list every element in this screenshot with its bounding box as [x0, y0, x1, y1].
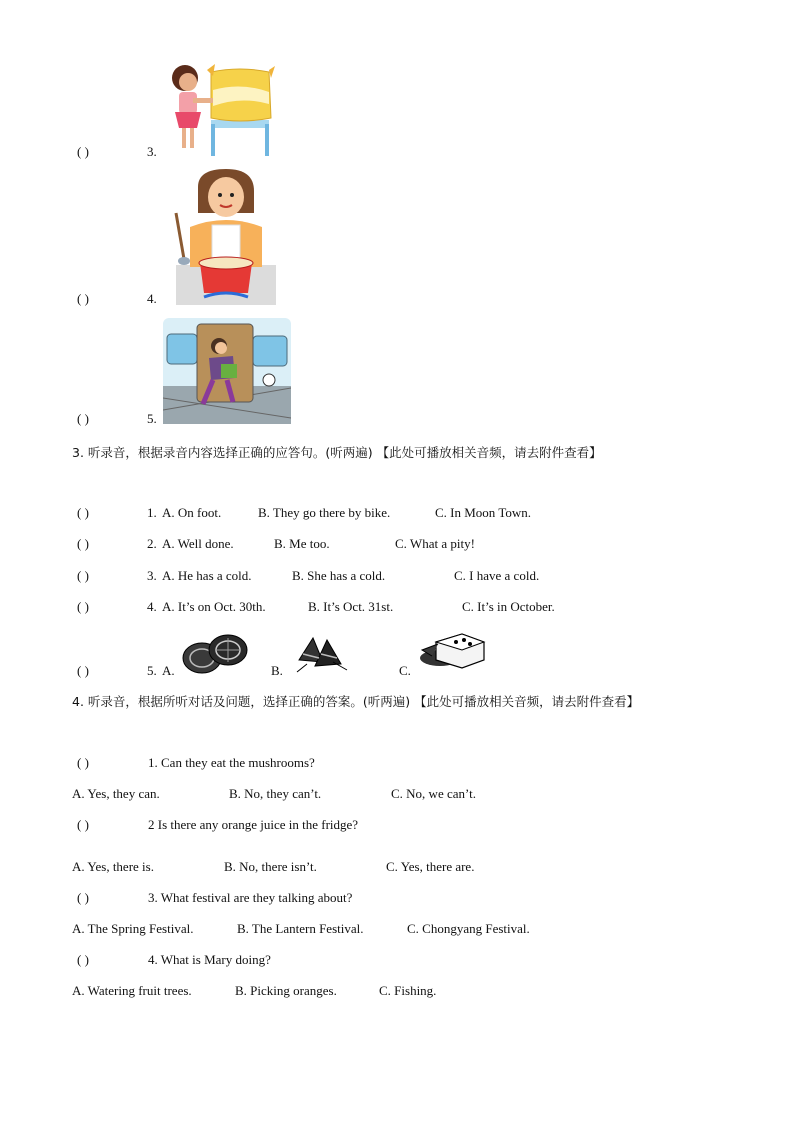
- item-number: 4.: [147, 291, 157, 306]
- option-b[interactable]: B. It’s Oct. 31st.: [308, 599, 394, 614]
- option-c[interactable]: C. What a pity!: [395, 536, 475, 551]
- answer-paren[interactable]: ( ): [77, 952, 89, 967]
- option-c[interactable]: C. I have a cold.: [454, 568, 540, 583]
- question-number: 4.: [147, 599, 157, 614]
- option-a[interactable]: A. The Spring Festival.: [72, 921, 194, 936]
- answer-paren[interactable]: ( ): [77, 663, 89, 678]
- option-a[interactable]: A. Yes, there is.: [72, 859, 154, 874]
- question-text: 3. What festival are they talking about?: [148, 890, 353, 905]
- question-number: 2.: [147, 536, 157, 551]
- option-b[interactable]: B. Picking oranges.: [235, 983, 337, 998]
- option-a[interactable]: A. Yes, they can.: [72, 786, 160, 801]
- option-b[interactable]: B. No, they can’t.: [229, 786, 322, 801]
- option-c[interactable]: C.: [399, 663, 411, 678]
- question-text: 1. Can they eat the mushrooms?: [148, 755, 315, 770]
- option-c[interactable]: C. No, we can’t.: [391, 786, 476, 801]
- option-a[interactable]: A. On foot.: [162, 505, 222, 520]
- question-text: 2 Is there any orange juice in the fridge?: [148, 817, 359, 832]
- part4-heading: 4. 听录音，根据所听对话及问题，选择正确的答案。(听两遍) 【此处可播放相关音频，请去附件查看】: [72, 694, 640, 709]
- option-a[interactable]: A. Well done.: [162, 536, 234, 551]
- option-c[interactable]: C. Fishing.: [379, 983, 437, 998]
- answer-paren[interactable]: ( ): [77, 536, 89, 551]
- answer-paren[interactable]: ( ): [77, 599, 89, 614]
- option-b[interactable]: B.: [271, 663, 283, 678]
- answer-paren[interactable]: ( ): [77, 411, 89, 426]
- option-a[interactable]: A. He has a cold.: [162, 568, 252, 583]
- question-number: 3.: [147, 568, 157, 583]
- answer-paren[interactable]: ( ): [77, 144, 89, 159]
- mooncakes-picture[interactable]: [180, 630, 250, 676]
- item-number: 5.: [147, 411, 157, 426]
- girl-making-bed-picture: [163, 62, 275, 158]
- option-b[interactable]: B. Me too.: [274, 536, 330, 551]
- option-c[interactable]: C. In Moon Town.: [435, 505, 531, 520]
- item-number: 3.: [147, 144, 157, 159]
- option-b[interactable]: B. She has a cold.: [292, 568, 386, 583]
- rice-cake-picture[interactable]: [418, 632, 486, 672]
- part3-heading: 3. 听录音，根据录音内容选择正确的应答句。(听两遍) 【此处可播放相关音频，请去附件查看】: [72, 445, 602, 460]
- option-b[interactable]: B. The Lantern Festival.: [237, 921, 364, 936]
- option-c[interactable]: C. It’s in October.: [462, 599, 555, 614]
- option-b[interactable]: B. They go there by bike.: [258, 505, 391, 520]
- answer-paren[interactable]: ( ): [77, 890, 89, 905]
- option-c[interactable]: C. Yes, there are.: [386, 859, 475, 874]
- option-a[interactable]: A. Watering fruit trees.: [72, 983, 192, 998]
- answer-paren[interactable]: ( ): [77, 817, 89, 832]
- option-b[interactable]: B. No, there isn’t.: [224, 859, 317, 874]
- answer-paren[interactable]: ( ): [77, 568, 89, 583]
- question-number: 1.: [147, 505, 157, 520]
- option-a[interactable]: A.: [162, 663, 175, 678]
- answer-paren[interactable]: ( ): [77, 291, 89, 306]
- option-c[interactable]: C. Chongyang Festival.: [407, 921, 530, 936]
- zongzi-picture[interactable]: [293, 630, 349, 674]
- answer-paren[interactable]: ( ): [77, 505, 89, 520]
- option-a[interactable]: A. It’s on Oct. 30th.: [162, 599, 266, 614]
- girl-getting-off-train-picture: [163, 318, 291, 424]
- question-number: 5.: [147, 663, 157, 678]
- question-text: 4. What is Mary doing?: [148, 952, 271, 967]
- answer-paren[interactable]: ( ): [77, 755, 89, 770]
- woman-cooking-soup-picture: [168, 167, 276, 305]
